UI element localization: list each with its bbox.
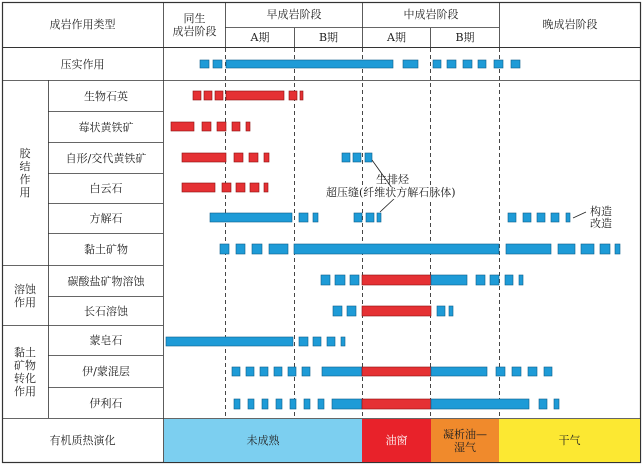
row-label-illite: 伊利石	[89, 396, 123, 410]
bars-dolomite	[182, 183, 268, 192]
group-cementation: 胶 结 作 用	[19, 147, 31, 199]
header-early: 早成岩阶段	[266, 8, 322, 21]
row-label-dolomite: 白云石	[89, 182, 123, 195]
bars-biogenic-quartz	[193, 91, 303, 100]
bars-feldspar-dissolution	[333, 306, 453, 316]
header-type: 成岩作用类型	[49, 18, 116, 31]
bars-calcite	[210, 213, 570, 222]
bottom-immature: 未成熟	[246, 434, 280, 447]
header-middle: 中成岩阶段	[403, 8, 459, 21]
header-syngenetic: 同生 成岩阶段	[172, 11, 217, 38]
group-dissolution: 溶蚀 作用	[14, 282, 36, 309]
annotation-hydrocarbon: 生排烃	[376, 173, 409, 186]
bars-illite	[234, 399, 559, 409]
row-label-carbonate-dissolution: 碳酸盐矿物溶蚀	[67, 274, 145, 288]
header-early-b: B期	[318, 31, 339, 44]
overpressure-leader	[380, 197, 396, 212]
row-label-smectite: 蒙皂石	[89, 334, 123, 347]
bars-clay-minerals	[220, 244, 620, 254]
header-middle-b: B期	[455, 31, 475, 44]
bars-compaction	[200, 60, 520, 68]
row-label-illite-smectite: 伊/蒙混层	[82, 365, 130, 378]
tectonic-leader	[573, 212, 586, 218]
header-early-a: A期	[250, 31, 270, 44]
bars-euhedral-pyrite	[182, 153, 372, 162]
group-clay-transformation: 黏土 矿物 转化 作用	[14, 346, 36, 398]
stage-dashed-lines	[226, 48, 500, 418]
bars-framboidal-pyrite	[171, 122, 250, 131]
bottom-label: 有机质热演化	[49, 434, 116, 447]
bars-illite-smectite	[232, 367, 552, 376]
row-label-clay-minerals: 黏土矿物	[84, 243, 128, 256]
header-middle-a: A期	[387, 31, 406, 44]
row-label-compaction: 压实作用	[60, 57, 105, 71]
header-late: 晚成岩阶段	[542, 18, 598, 31]
bottom-condensate: 凝析油— 湿气	[443, 427, 487, 454]
row-label-biogenic-quartz: 生物石英	[84, 89, 128, 103]
row-label-euhedral-pyrite: 自形/交代黄铁矿	[65, 151, 147, 165]
bottom-oil-window: 油窗	[385, 434, 408, 447]
bottom-dry-gas: 干气	[558, 434, 581, 447]
row-label-feldspar-dissolution: 长石溶蚀	[84, 304, 128, 318]
bars-smectite	[166, 337, 345, 346]
annotation-overpressure: 超压缝(纤维状方解石脉体)	[326, 186, 456, 199]
row-label-framboidal-pyrite: 莓状黄铁矿	[78, 120, 134, 134]
annotation-tectonic: 构造 改造	[590, 205, 612, 230]
row-label-calcite: 方解石	[89, 212, 123, 225]
bars-carbonate-dissolution	[321, 275, 523, 285]
